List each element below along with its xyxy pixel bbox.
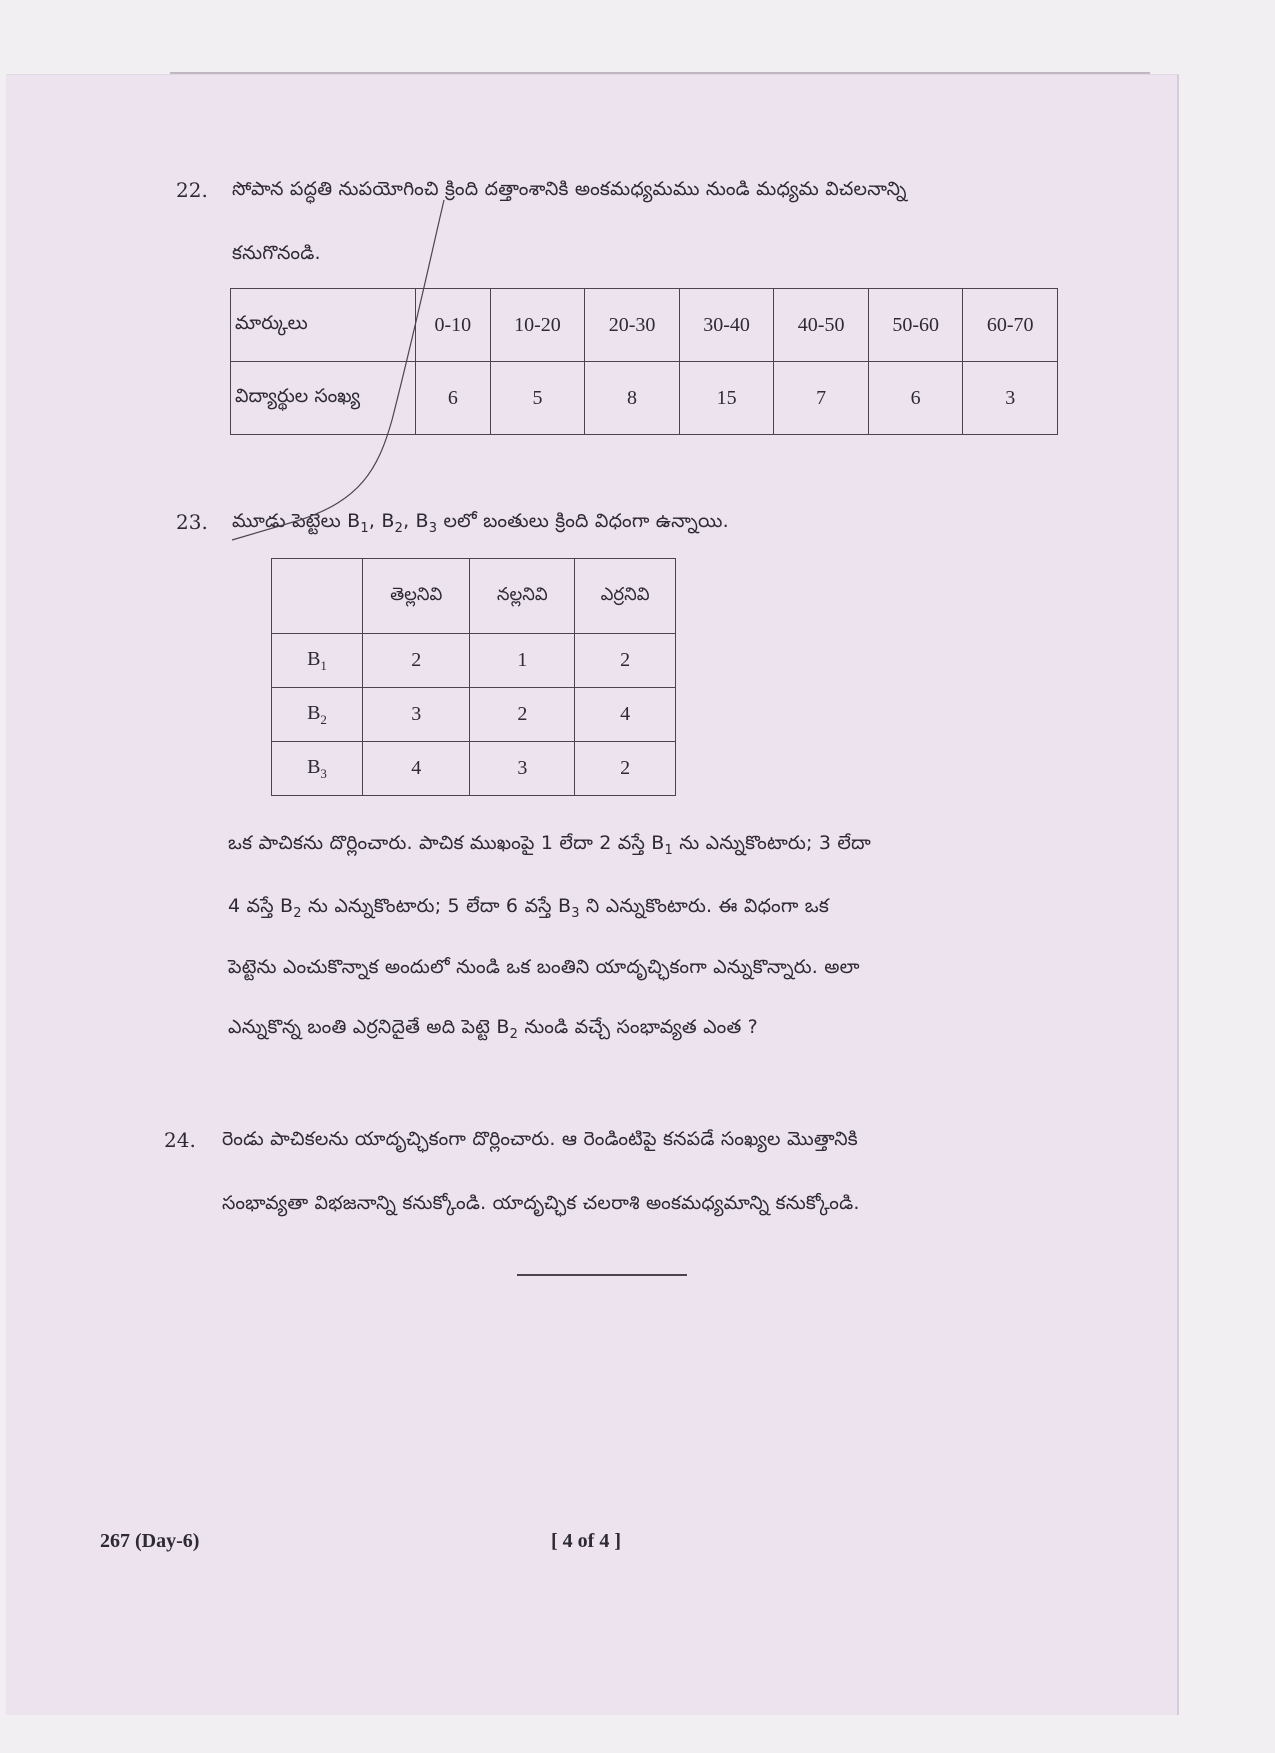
column-header-white: తెల్లనివి (363, 559, 470, 634)
students-row (231, 362, 1058, 435)
balls-distribution-table (271, 558, 676, 796)
class-interval-cell: 10-20 (490, 289, 585, 362)
ball-count-cell: 4 (363, 742, 470, 796)
question-23-text-line3: పెట్టెను ఎంచుకొన్నాక అందులో నుండి ఒక బంతిని యాదృచ్ఛికంగా ఎన్నుకొన్నారు. అలా (228, 956, 860, 978)
frequency-cell: 3 (963, 362, 1058, 435)
column-header-red: ఎర్రనివి (575, 559, 676, 634)
class-interval-cell: 20-30 (585, 289, 680, 362)
row-header-b3: $B_3$ (272, 742, 363, 796)
question-22-text-line1: సోపాన పద్ధతి నుపయోగించి క్రింది దత్తాంశానికి అంకమధ్యమము నుండి మధ్యమ విచలనాన్ని (232, 178, 907, 200)
row-header-b2: $B_2$ (272, 688, 363, 742)
students-row-header: విద్యార్థుల సంఖ్య (231, 362, 416, 435)
question-24-text-line1: రెండు పాచికలను యాదృచ్ఛికంగా దొర్లించారు. ఆ రెండింటిపై కనపడే సంఖ్యల మొత్తానికి (222, 1128, 858, 1150)
question-23-text-line4: ఎన్నుకొన్న బంతి ఎర్రనిదైతే అది పెట్టె $B_2$ నుండి వచ్చే సంభావ్యత ఎంత ? (228, 1016, 758, 1042)
ball-count-cell: 2 (470, 688, 575, 742)
ball-count-cell: 3 (470, 742, 575, 796)
question-24-number: 24. (164, 1128, 196, 1152)
marks-row-header: మార్కులు (231, 289, 416, 362)
ball-count-cell: 2 (363, 634, 470, 688)
top-divider (170, 72, 1150, 74)
question-23-number: 23. (176, 510, 208, 534)
paper-code: 267 (Day-6) (100, 1530, 200, 1552)
question-22-text-line2: కనుగొనండి. (232, 242, 321, 264)
ball-count-cell: 4 (575, 688, 676, 742)
box-row-b1 (272, 634, 676, 688)
ball-count-cell: 2 (575, 634, 676, 688)
empty-corner-cell (272, 559, 363, 634)
ball-count-cell: 3 (363, 688, 470, 742)
page-number: [ 4 of 4 ] (551, 1530, 621, 1552)
box-row-b2 (272, 688, 676, 742)
question-24-text-line2: సంభావ్యతా విభజనాన్ని కనుక్కోండి. యాదృచ్ఛిక చలరాశి అంకమధ్యమాన్ని కనుక్కోండి. (222, 1192, 860, 1214)
row-header-b1: $B_1$ (272, 634, 363, 688)
balls-header-row (272, 559, 676, 634)
column-header-black: నల్లనివి (470, 559, 575, 634)
question-23-intro: మూడు పెట్టెలు $B_1$, $B_2$, $B_3$ లలో బంతులు క్రింది విధంగా ఉన్నాయి. (232, 510, 729, 536)
question-23-text-line1: ఒక పాచికను దొర్లించారు. పాచిక ముఖంపై 1 లేదా 2 వస్తే $B_1$ ను ఎన్నుకొంటారు; 3 లేదా (228, 832, 871, 858)
class-interval-cell: 60-70 (963, 289, 1058, 362)
end-of-paper-rule (517, 1274, 687, 1276)
ball-count-cell: 2 (575, 742, 676, 796)
box-row-b3 (272, 742, 676, 796)
class-interval-cell: 40-50 (774, 289, 869, 362)
frequency-cell: 15 (679, 362, 774, 435)
class-interval-cell: 0-10 (416, 289, 491, 362)
frequency-cell: 7 (774, 362, 869, 435)
class-interval-cell: 50-60 (868, 289, 963, 362)
marks-frequency-table (230, 288, 1058, 435)
frequency-cell: 6 (416, 362, 491, 435)
marks-row (231, 289, 1058, 362)
frequency-cell: 5 (490, 362, 585, 435)
frequency-cell: 6 (868, 362, 963, 435)
frequency-cell: 8 (585, 362, 680, 435)
class-interval-cell: 30-40 (679, 289, 774, 362)
question-23-text-line2: 4 వస్తే $B_2$ ను ఎన్నుకొంటారు; 5 లేదా 6 వస్తే $B_3$ ని ఎన్నుకొంటారు. ఈ విధంగా ఒక (228, 895, 829, 921)
ball-count-cell: 1 (470, 634, 575, 688)
question-22-number: 22. (176, 178, 208, 202)
